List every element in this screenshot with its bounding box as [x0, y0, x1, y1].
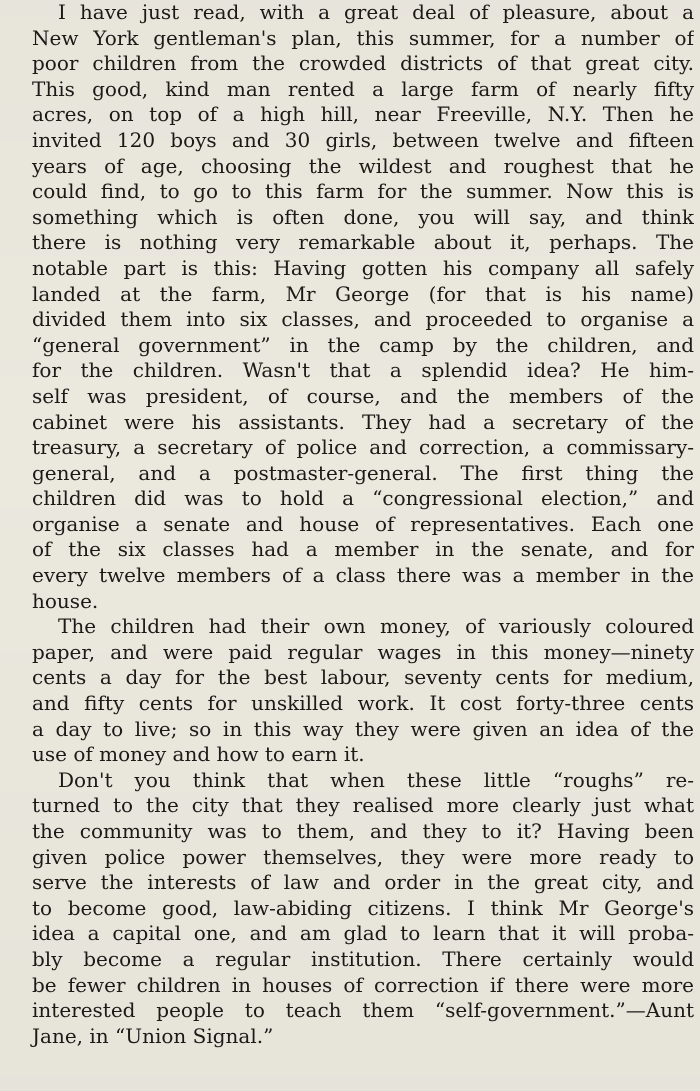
text-line: landed at the farm, Mr George (for that is his name) [32, 281, 694, 306]
text-line: the community was to them, and they to it? Having been [32, 819, 694, 843]
text-line: This good, kind man rented a large farm of nearly fifty [32, 76, 694, 101]
attribution-line: Jane, in “Union Signal.” [32, 1023, 274, 1048]
text-line: New York gentleman's plan, this summer, for a number of [32, 25, 694, 50]
text-line: poor children from the crowded districts of that great city. [32, 51, 694, 76]
text-line: be fewer children in houses of correction if there were more [32, 972, 694, 997]
paragraph-3 [6, 768, 694, 1050]
text-line: self was president, of course, and the members of the [32, 383, 694, 408]
paragraph-2 [6, 614, 694, 768]
text-line: idea a capital one, and am glad to learn that it will proba- [32, 921, 694, 946]
text-line: to become good, law-abiding citizens. I think Mr George's [32, 895, 694, 920]
text-line: of the six classes had a member in the senate, and for [32, 537, 694, 562]
text-line: for the children. Wasn't that a splendid idea? He him- [32, 358, 694, 383]
text-line: interested people to teach them “self-government.”—Aunt [32, 998, 694, 1023]
text-line: The children had their own money, of variously coloured [58, 614, 694, 639]
text-line: divided them into six classes, and proceeded to organise a [32, 307, 694, 332]
text-line: I have just read, with a great deal of pleasure, about a [58, 0, 694, 24]
text-line: house. [32, 588, 99, 613]
text-line: general, and a postmaster-general. The first thing the [32, 460, 694, 485]
text-line: use of money and how to earn it. [32, 742, 365, 767]
text-line: something which is often done, you will say, and think [32, 204, 694, 229]
text-line: serve the interests of law and order in the great city, and [32, 870, 694, 895]
text-line: there is nothing very remarkable about it, perhaps. The [32, 230, 694, 255]
article-body [6, 0, 694, 1049]
text-line: given police power themselves, they were more ready to [32, 844, 694, 869]
paragraph-1 [6, 0, 694, 614]
text-line: notable part is this: Having gotten his company all safely [32, 255, 694, 280]
text-line: treasury, a secretary of police and correction, a commissary- [32, 435, 694, 460]
text-line: and fifty cents for unskilled work. It cost forty-three cents [32, 691, 694, 716]
text-line: a day to live; so in this way they were given an idea of the [32, 716, 694, 741]
text-line: cabinet were his assistants. They had a secretary of the [32, 409, 694, 434]
text-line: paper, and were paid regular wages in this money—ninety [32, 639, 694, 664]
text-line: every twelve members of a class there was a member in the [32, 563, 694, 588]
text-line: “general government” in the camp by the children, and [32, 332, 694, 357]
text-line: acres, on top of a high hill, near Freeville, N.Y. Then he [32, 102, 694, 127]
text-line: bly become a regular institution. There certainly would [32, 946, 694, 971]
text-line: children did was to hold a “congressional election,” and [32, 486, 694, 511]
text-line: Don't you think that when these little “roughs” re- [58, 767, 694, 792]
text-line: turned to the city that they realised more clearly just what [32, 793, 694, 818]
text-line: invited 120 boys and 30 girls, between twelve and fifteen [32, 127, 694, 152]
text-line: organise a senate and house of representatives. Each one [32, 511, 694, 536]
text-line: years of age, choosing the wildest and roughest that he [32, 153, 694, 178]
text-line: cents a day for the best labour, seventy cents for medium, [32, 665, 694, 690]
text-line: could find, to go to this farm for the summer. Now this is [32, 179, 694, 204]
